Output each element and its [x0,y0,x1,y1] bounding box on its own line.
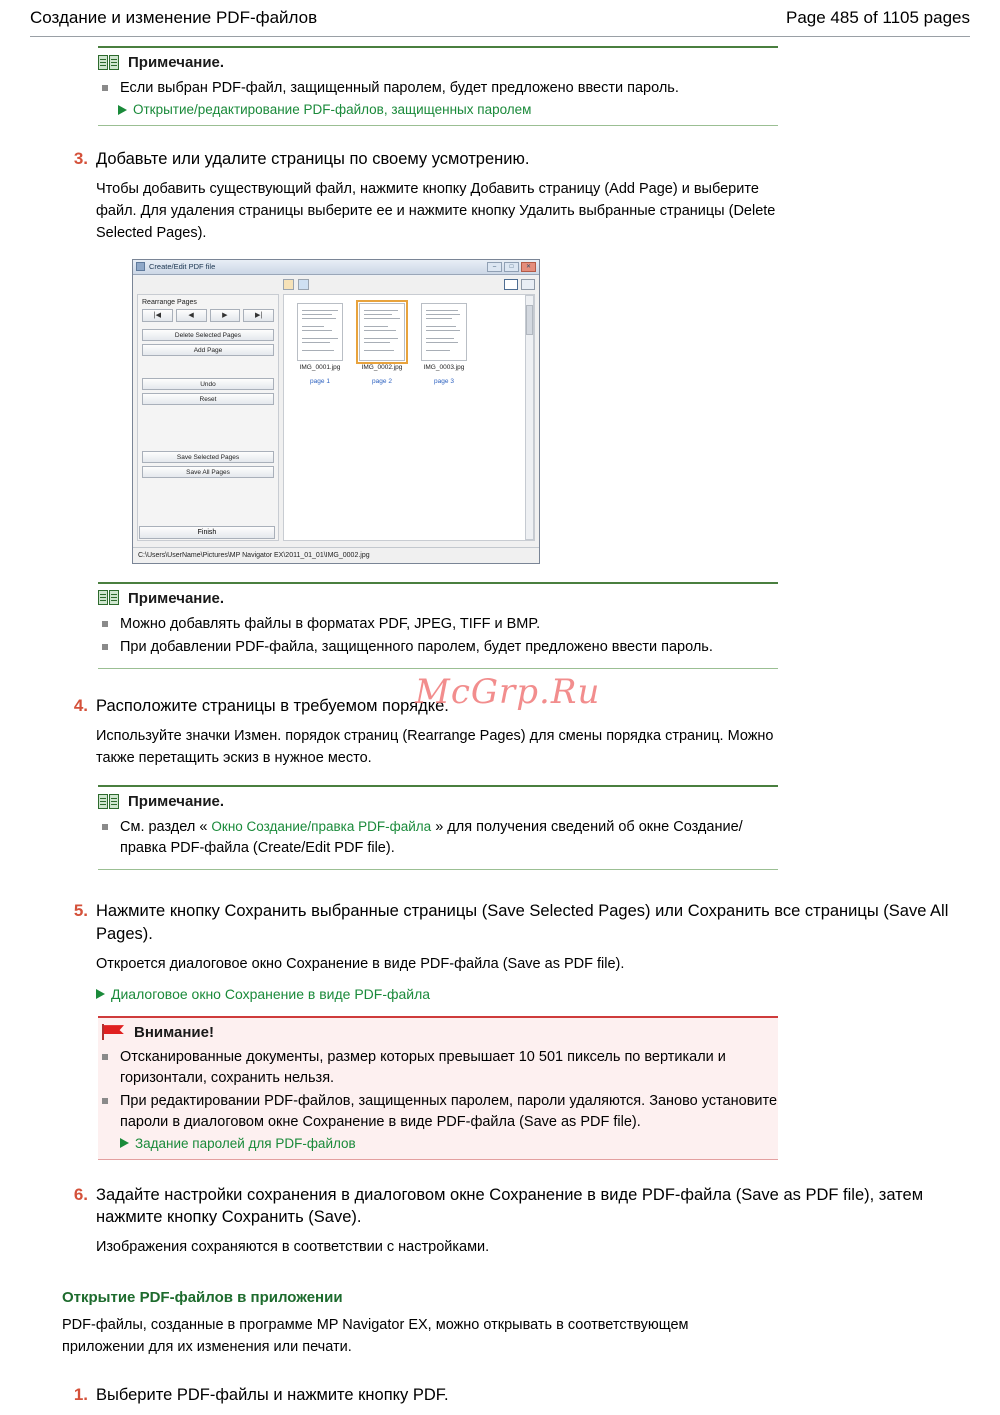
step-number: 5. [73,901,88,921]
dialog-body [133,276,539,563]
step-link[interactable]: Диалоговое окно Сохранение в виде PDF-файла [111,985,431,1002]
dialog-left-panel [137,294,279,541]
caution-header [98,1024,778,1041]
add-page-button[interactable]: Add Page [142,344,274,356]
book-icon [98,794,120,810]
reset-button[interactable]: Reset [142,393,274,405]
step-text: Откроется диалоговое окно Сохранение в виде PDF-файла (Save as PDF file). [96,955,625,972]
thumbnail-item[interactable] [356,303,408,385]
step-text: Чтобы добавить существующий файл, нажмите кнопку Добавить страницу (Add Page) и выберите файл. Для удаления страницы выберите ее и нажмите кнопку Удалить выбранные страницы (Delete Selected Pages). [96,181,776,241]
step-3 [62,148,970,564]
caution-box [98,1016,778,1160]
dialog-title: Create/Edit PDF file [149,262,216,272]
note-box-1 [98,46,778,126]
save-all-pages-button[interactable]: Save All Pages [142,466,274,478]
step-title: Добавьте или удалите страницы по своему усмотрению. [96,150,530,169]
arrow-right-icon [120,1138,129,1148]
step-link-row[interactable] [96,986,970,1002]
section-heading: Открытие PDF-файлов в приложении [62,1288,343,1306]
list-item: Если выбран PDF-файл, защищенный паролем, будет предложено ввести пароль. [98,78,778,99]
note-bullet-list [98,817,778,859]
step-title: Задайте настройки сохранения в диалоговом окне Сохранение в виде PDF-файла (Save as PDF file), затем нажмите кнопку Сохранить (Save). [96,1185,924,1226]
step-body [96,1384,970,1407]
note-box-3 [98,785,778,870]
rearrange-pages-label: Rearrange Pages [142,298,197,306]
step-title: Выберите PDF-файлы и нажмите кнопку PDF. [96,1386,449,1405]
list-item: Отсканированные документы, размер которых превышает 10 501 пиксель по вертикали и горизонтали, сохранить нельзя. [98,1047,778,1089]
move-prev-button[interactable]: ◀ [176,309,207,322]
list-view-icon[interactable] [521,279,535,290]
header-page-count: Page 485 of 1105 pages [785,8,970,27]
note-text-suffix: » для получения сведений об окне Создание/правка PDF-файла (Create/Edit PDF file). [120,819,743,857]
save-selected-pages-button[interactable]: Save Selected Pages [142,451,274,463]
thumbnail-list [284,295,534,385]
dialog-statusbar: C:\Users\UserName\Pictures\MP Navigator EX\2011_01_01\IMG_0002.jpg [133,547,539,563]
move-first-button[interactable]: |◀ [142,309,173,322]
step-body [96,1184,970,1259]
book-icon [98,55,120,71]
page-preview[interactable] [421,303,467,361]
step-number: 3. [73,149,88,169]
step-title: Расположите страницы в требуемом порядке. [96,696,449,715]
step-1-open [62,1384,970,1407]
note-header [98,590,778,607]
thumbnail-page-number: page 2 [372,377,392,385]
window-controls[interactable] [487,262,536,272]
note-bullet-list [98,614,778,658]
thumbnail-page-number: page 1 [310,377,330,385]
step-number: 4. [73,695,88,715]
warning-flag-icon [102,1024,126,1040]
view-mode-group[interactable] [504,279,535,290]
move-last-button[interactable]: ▶| [243,309,274,322]
rotate-left-icon[interactable] [283,279,294,290]
thumbnail-toolbar[interactable] [283,278,535,292]
minimize-button[interactable]: – [487,262,502,272]
note-bullet-list [98,78,778,99]
thumbnail-filename: IMG_0002.jpg [361,363,403,371]
caution-link[interactable]: Задание паролей для PDF-файлов [135,1135,356,1151]
arrow-right-icon [96,989,105,999]
thumbnail-scrollbar[interactable] [525,295,534,540]
thumbnail-filename: IMG_0001.jpg [299,363,341,371]
create-edit-pdf-dialog-screenshot [132,259,540,564]
step-number: 1. [73,1385,88,1405]
list-item: При добавлении PDF-файла, защищенного паролем, будет предложено ввести пароль. [98,637,778,658]
note-header [98,54,778,71]
step-4 [62,695,970,770]
undo-button[interactable]: Undo [142,378,274,390]
note-title: Примечание. [128,793,225,811]
rotate-right-icon[interactable] [298,279,309,290]
arrow-right-icon [118,105,127,115]
step-number: 6. [73,1184,88,1204]
header-title: Создание и изменение PDF-файлов [30,8,318,27]
step-body [96,900,970,1001]
page-content [0,46,1000,1407]
watermark: McGrp.Ru [415,672,601,712]
close-button[interactable]: ✕ [521,262,536,272]
section-text: PDF-файлы, созданные в программе MP Navigator EX, можно открывать в соответствующем приложении для их изменения или печати. [62,1316,689,1355]
caution-link-row[interactable] [98,1136,778,1151]
step-text: Изображения сохраняются в соответствии с настройками. [96,1239,490,1256]
dialog-titlebar [133,260,539,275]
thumbnail-page-number: page 3 [434,377,454,385]
thumbnail-item[interactable] [418,303,470,385]
list-item: Можно добавлять файлы в форматах PDF, JPEG, TIFF и BMP. [98,614,778,635]
note-title: Примечание. [128,589,225,607]
book-icon [98,590,120,606]
thumbnail-filename: IMG_0003.jpg [423,363,465,371]
note-box-2 [98,582,778,669]
note-header [98,793,778,810]
page-header [0,0,1000,36]
finish-button[interactable]: Finish [139,526,275,539]
thumbnail-area [283,294,535,541]
app-icon [136,262,145,271]
list-item: При редактировании PDF-файлов, защищенных паролем, пароли удаляются. Заново установите пароли в диалоговом окне Сохранение в виде PDF-файла (Save as PDF file). [98,1091,778,1133]
note-link-row[interactable] [98,102,778,117]
scrollbar-thumb[interactable] [526,305,533,335]
rearrange-nav-row[interactable] [142,309,274,322]
step-title: Нажмите кнопку Сохранить выбранные страницы (Save Selected Pages) или Сохранить все страницы (Save All Pages). [96,902,949,943]
thumbnail-item[interactable] [294,303,346,385]
move-next-button[interactable]: ▶ [210,309,241,322]
header-divider [30,36,970,37]
note-link[interactable]: Открытие/редактирование PDF-файлов, защищенных паролем [133,102,532,118]
page-preview[interactable] [359,303,405,361]
page-preview[interactable] [297,303,343,361]
maximize-button[interactable]: □ [504,262,519,272]
note-link[interactable]: Окно Создание/правка PDF-файла [211,819,432,835]
step-6 [62,1184,970,1259]
step-body [96,148,970,564]
caution-bullet-list [98,1047,778,1133]
note-title: Примечание. [128,54,225,71]
caution-title: Внимание! [134,1023,214,1041]
delete-selected-pages-button[interactable]: Delete Selected Pages [142,329,274,341]
step-body [96,695,970,770]
list-item [98,817,778,859]
step-text: Используйте значки Измен. порядок страниц (Rearrange Pages) для смены порядка страниц. Можно также перетащить эскиз в нужное место. [96,727,774,766]
step-5 [62,900,970,1001]
note-text-prefix: См. раздел « [120,819,208,836]
thumbnail-view-icon[interactable] [504,279,518,290]
